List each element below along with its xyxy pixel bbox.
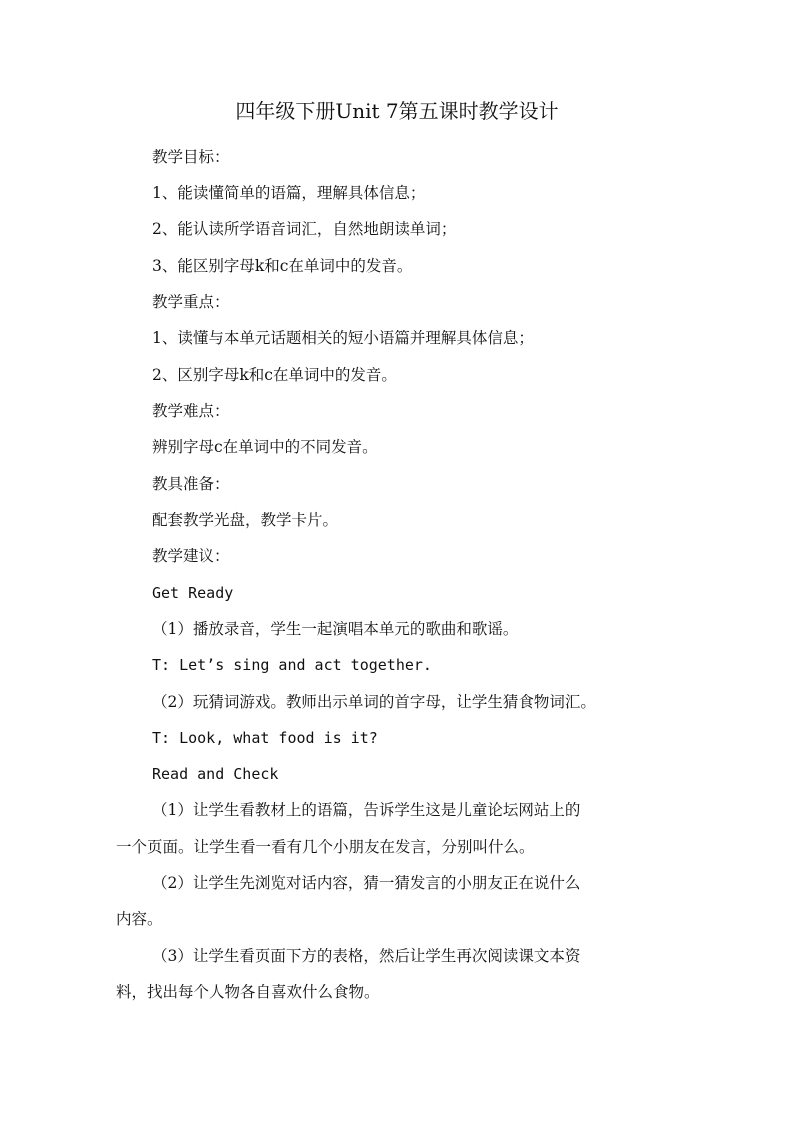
read-check-step-1: （1）让学生看教材上的语篇，告诉学生这是儿童论坛网站上的 (152, 801, 581, 819)
materials-text: 配套教学光盘，教学卡片。 (152, 511, 339, 529)
teacher-line-2: T: Look, what food is it? (152, 729, 378, 747)
read-check-step-3: （3）让学生看页面下方的表格，然后让学生再次阅读课文本资 (152, 947, 581, 965)
read-check-step-2-cont: 内容。 (116, 910, 163, 928)
teacher-line-1: T: Let’s sing and act together. (152, 656, 432, 674)
objective-3: 3、能区别字母k和c在单词中的发音。 (152, 257, 413, 275)
heading-objectives: 教学目标： (152, 148, 230, 166)
heading-materials: 教具准备： (152, 475, 230, 493)
read-check-step-2: （2）让学生先浏览对话内容，猜一猜发言的小朋友正在说什么 (152, 874, 581, 892)
difficulty-1: 辨别字母c在单词中的不同发音。 (152, 438, 378, 456)
objective-2: 2、能认读所学语音词汇，自然地朗读单词； (152, 220, 457, 238)
heading-key-points: 教学重点： (152, 293, 230, 311)
objective-1: 1、能读懂简单的语篇，理解具体信息； (152, 184, 426, 202)
get-ready-step-1: （1）播放录音，学生一起演唱本单元的歌曲和歌谣。 (152, 620, 519, 638)
document-title: 四年级下册Unit 7第五课时教学设计 (235, 99, 559, 123)
key-point-2: 2、区别字母k和c在单词中的发音。 (152, 366, 397, 384)
section-get-ready: Get Ready (152, 584, 234, 602)
heading-suggestions: 教学建议： (152, 547, 230, 565)
key-point-1: 1、读懂与本单元话题相关的短小语篇并理解具体信息； (152, 329, 534, 347)
section-read-and-check: Read and Check (152, 765, 279, 783)
read-check-step-1-cont: 一个页面。让学生看一看有几个小朋友在发言，分别叫什么。 (116, 838, 535, 856)
read-check-step-3-cont: 料，找出每个人物各自喜欢什么食物。 (116, 983, 380, 1001)
heading-difficulties: 教学难点： (152, 402, 230, 420)
get-ready-step-2: （2）玩猜词游戏。教师出示单词的首字母，让学生猜食物词汇。 (152, 693, 596, 711)
